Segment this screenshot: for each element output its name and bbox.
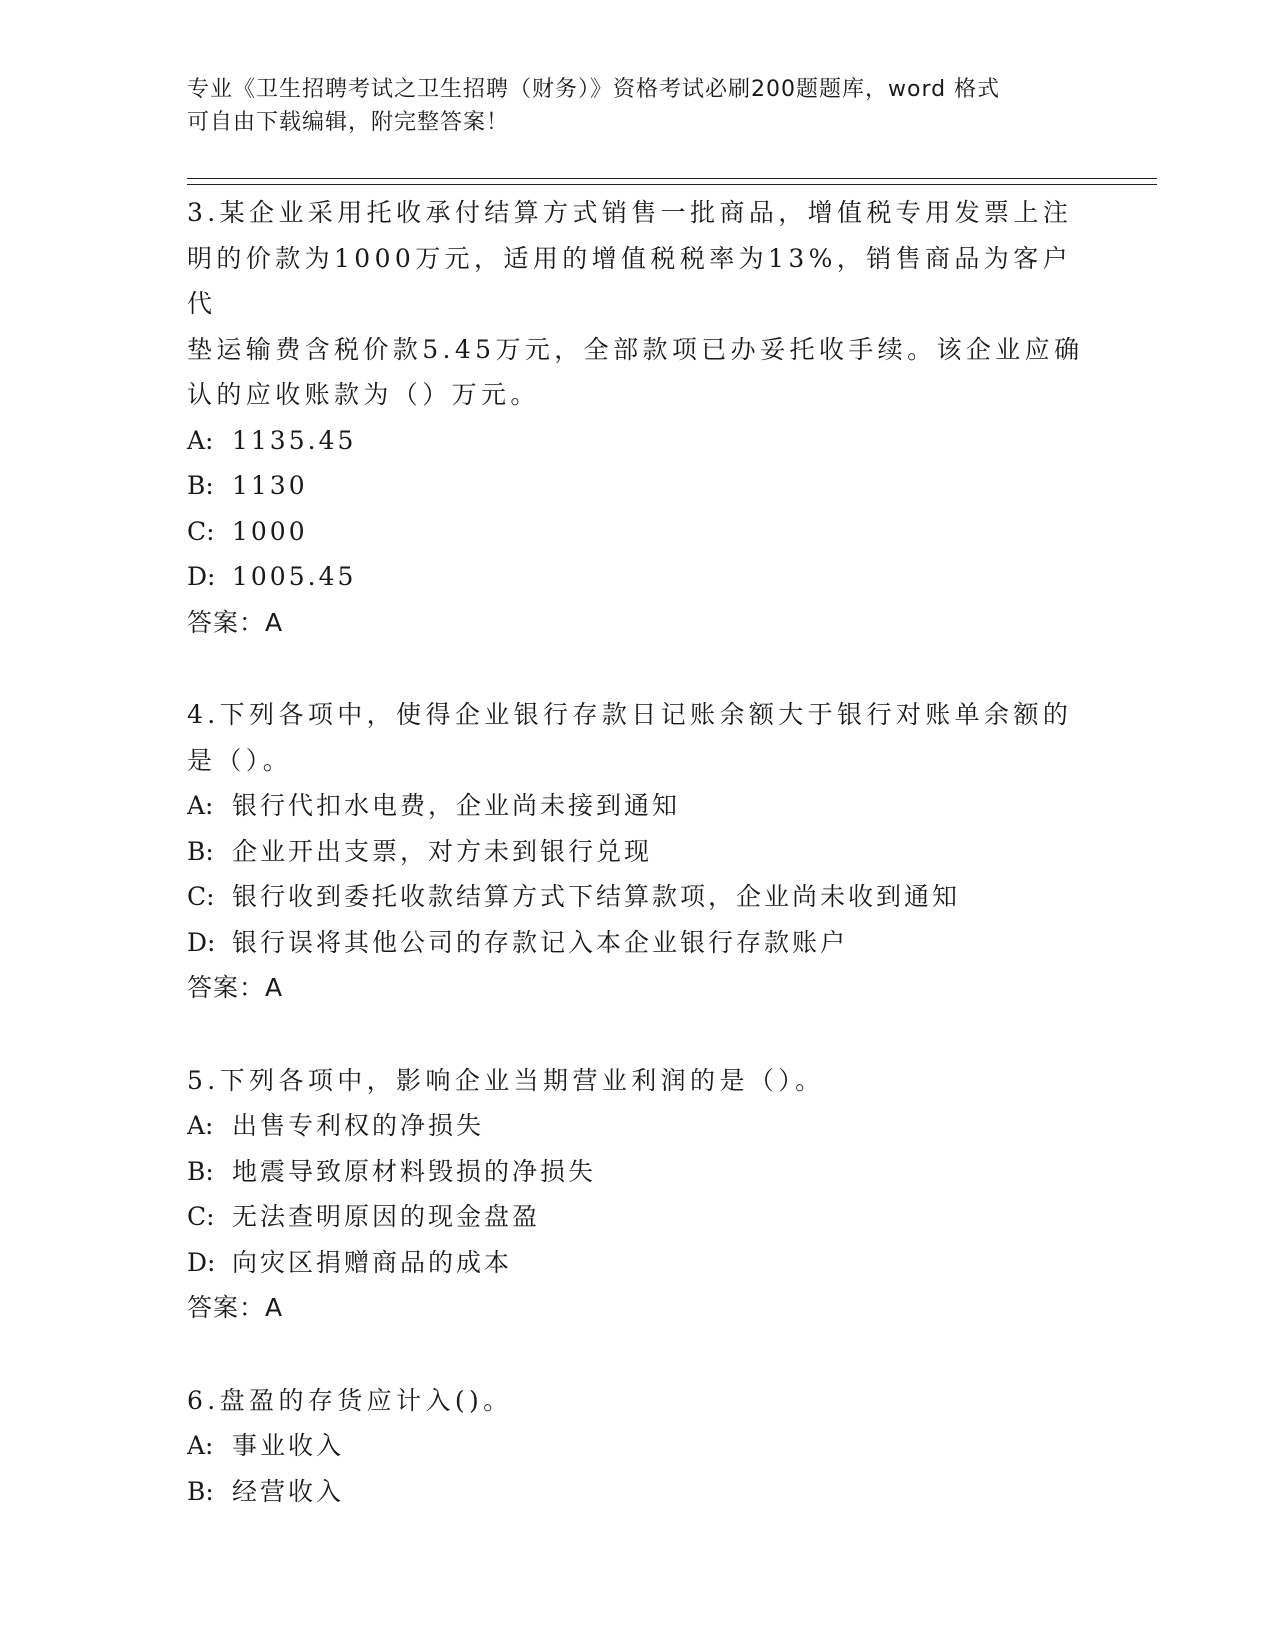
question-stem-line: 认的应收账款为（）万元。 [187, 380, 540, 409]
option-letter: B: [187, 1156, 214, 1186]
option-letter: A: [187, 1431, 214, 1460]
option-a [187, 418, 1087, 464]
option-b [187, 829, 1087, 875]
option-c [187, 509, 1087, 555]
spacer [187, 645, 1087, 692]
option-text: 1005.45 [232, 562, 357, 591]
question-stem-line: 是（）。 [187, 745, 293, 775]
option-text: 事业收入 [232, 1431, 345, 1460]
question-stem-line: 3.某企业采用托收承付结算方式销售一批商品，增值税专用发票上注 [187, 198, 1073, 227]
option-text: 银行收到委托收款结算方式下结算款项，企业尚未收到通知 [232, 882, 961, 911]
header-rule-top [187, 178, 1157, 179]
option-text: 企业开出支票，对方未到银行兑现 [232, 836, 653, 866]
option-letter: A: [187, 1111, 214, 1140]
option-d [187, 554, 1087, 600]
question-3 [187, 190, 1087, 645]
header-rule-bottom [187, 184, 1157, 185]
option-a [187, 1423, 1087, 1469]
question-4 [187, 692, 1087, 1011]
option-text: 银行代扣水电费，企业尚未接到通知 [232, 791, 681, 820]
option-text: 1135.45 [232, 425, 357, 455]
option-text: 无法查明原因的现金盘盈 [232, 1202, 541, 1231]
option-letter: C: [187, 1202, 215, 1231]
question-6 [187, 1378, 1087, 1515]
question-stem-line: 明的价款为1000万元，适用的增值税税率为13%，销售商品为客户代 [187, 243, 1072, 318]
option-d [187, 920, 1087, 966]
option-text: 银行误将其他公司的存款记入本企业银行存款账户 [232, 927, 849, 957]
question-stem-line: 5.下列各项中，影响企业当期营业利润的是（）。 [187, 1065, 825, 1095]
option-b [187, 1149, 1087, 1195]
option-letter: D: [187, 927, 216, 957]
option-text: 1000 [232, 516, 308, 546]
question-stem-line: 6.盘盈的存货应计入()。 [187, 1385, 513, 1415]
option-text: 经营收入 [232, 1476, 345, 1506]
option-letter: D: [187, 1247, 216, 1277]
option-letter: B: [187, 471, 214, 500]
option-letter: C: [187, 516, 215, 546]
spacer [187, 1011, 1087, 1058]
option-d [187, 1240, 1087, 1286]
answer-line: 答案：A [187, 607, 284, 637]
option-letter: D: [187, 562, 216, 591]
question-stem-line: 垫运输费含税价款5.45万元，全部款项已办妥托收手续。该企业应确 [187, 334, 1084, 364]
option-text: 地震导致原材料毁损的净损失 [232, 1156, 597, 1186]
spacer [187, 1331, 1087, 1378]
option-letter: A: [187, 425, 214, 455]
document-header [187, 73, 1087, 139]
question-stem-line: 4.下列各项中，使得企业银行存款日记账余额大于银行对账单余额的 [187, 700, 1073, 729]
option-a [187, 1103, 1087, 1149]
option-text: 向灾区捐赠商品的成本 [232, 1247, 513, 1277]
question-list [187, 190, 1087, 1514]
answer-line: 答案：A [187, 973, 284, 1002]
header-line-2: 可自由下载编辑，附完整答案！ [187, 110, 510, 135]
option-text: 出售专利权的净损失 [232, 1111, 485, 1140]
option-letter: B: [187, 836, 214, 866]
option-letter: C: [187, 882, 215, 911]
option-letter: A: [187, 791, 214, 820]
option-a [187, 783, 1087, 829]
question-5 [187, 1058, 1087, 1331]
option-b [187, 1469, 1087, 1515]
option-c [187, 1194, 1087, 1240]
option-b [187, 463, 1087, 509]
header-line-1: 专业《卫生招聘考试之卫生招聘（财务）》资格考试必刷200题题库，word 格式 [187, 77, 1001, 102]
option-letter: B: [187, 1476, 214, 1506]
answer-line: 答案：A [187, 1293, 284, 1322]
option-c [187, 874, 1087, 920]
option-text: 1130 [232, 471, 308, 500]
